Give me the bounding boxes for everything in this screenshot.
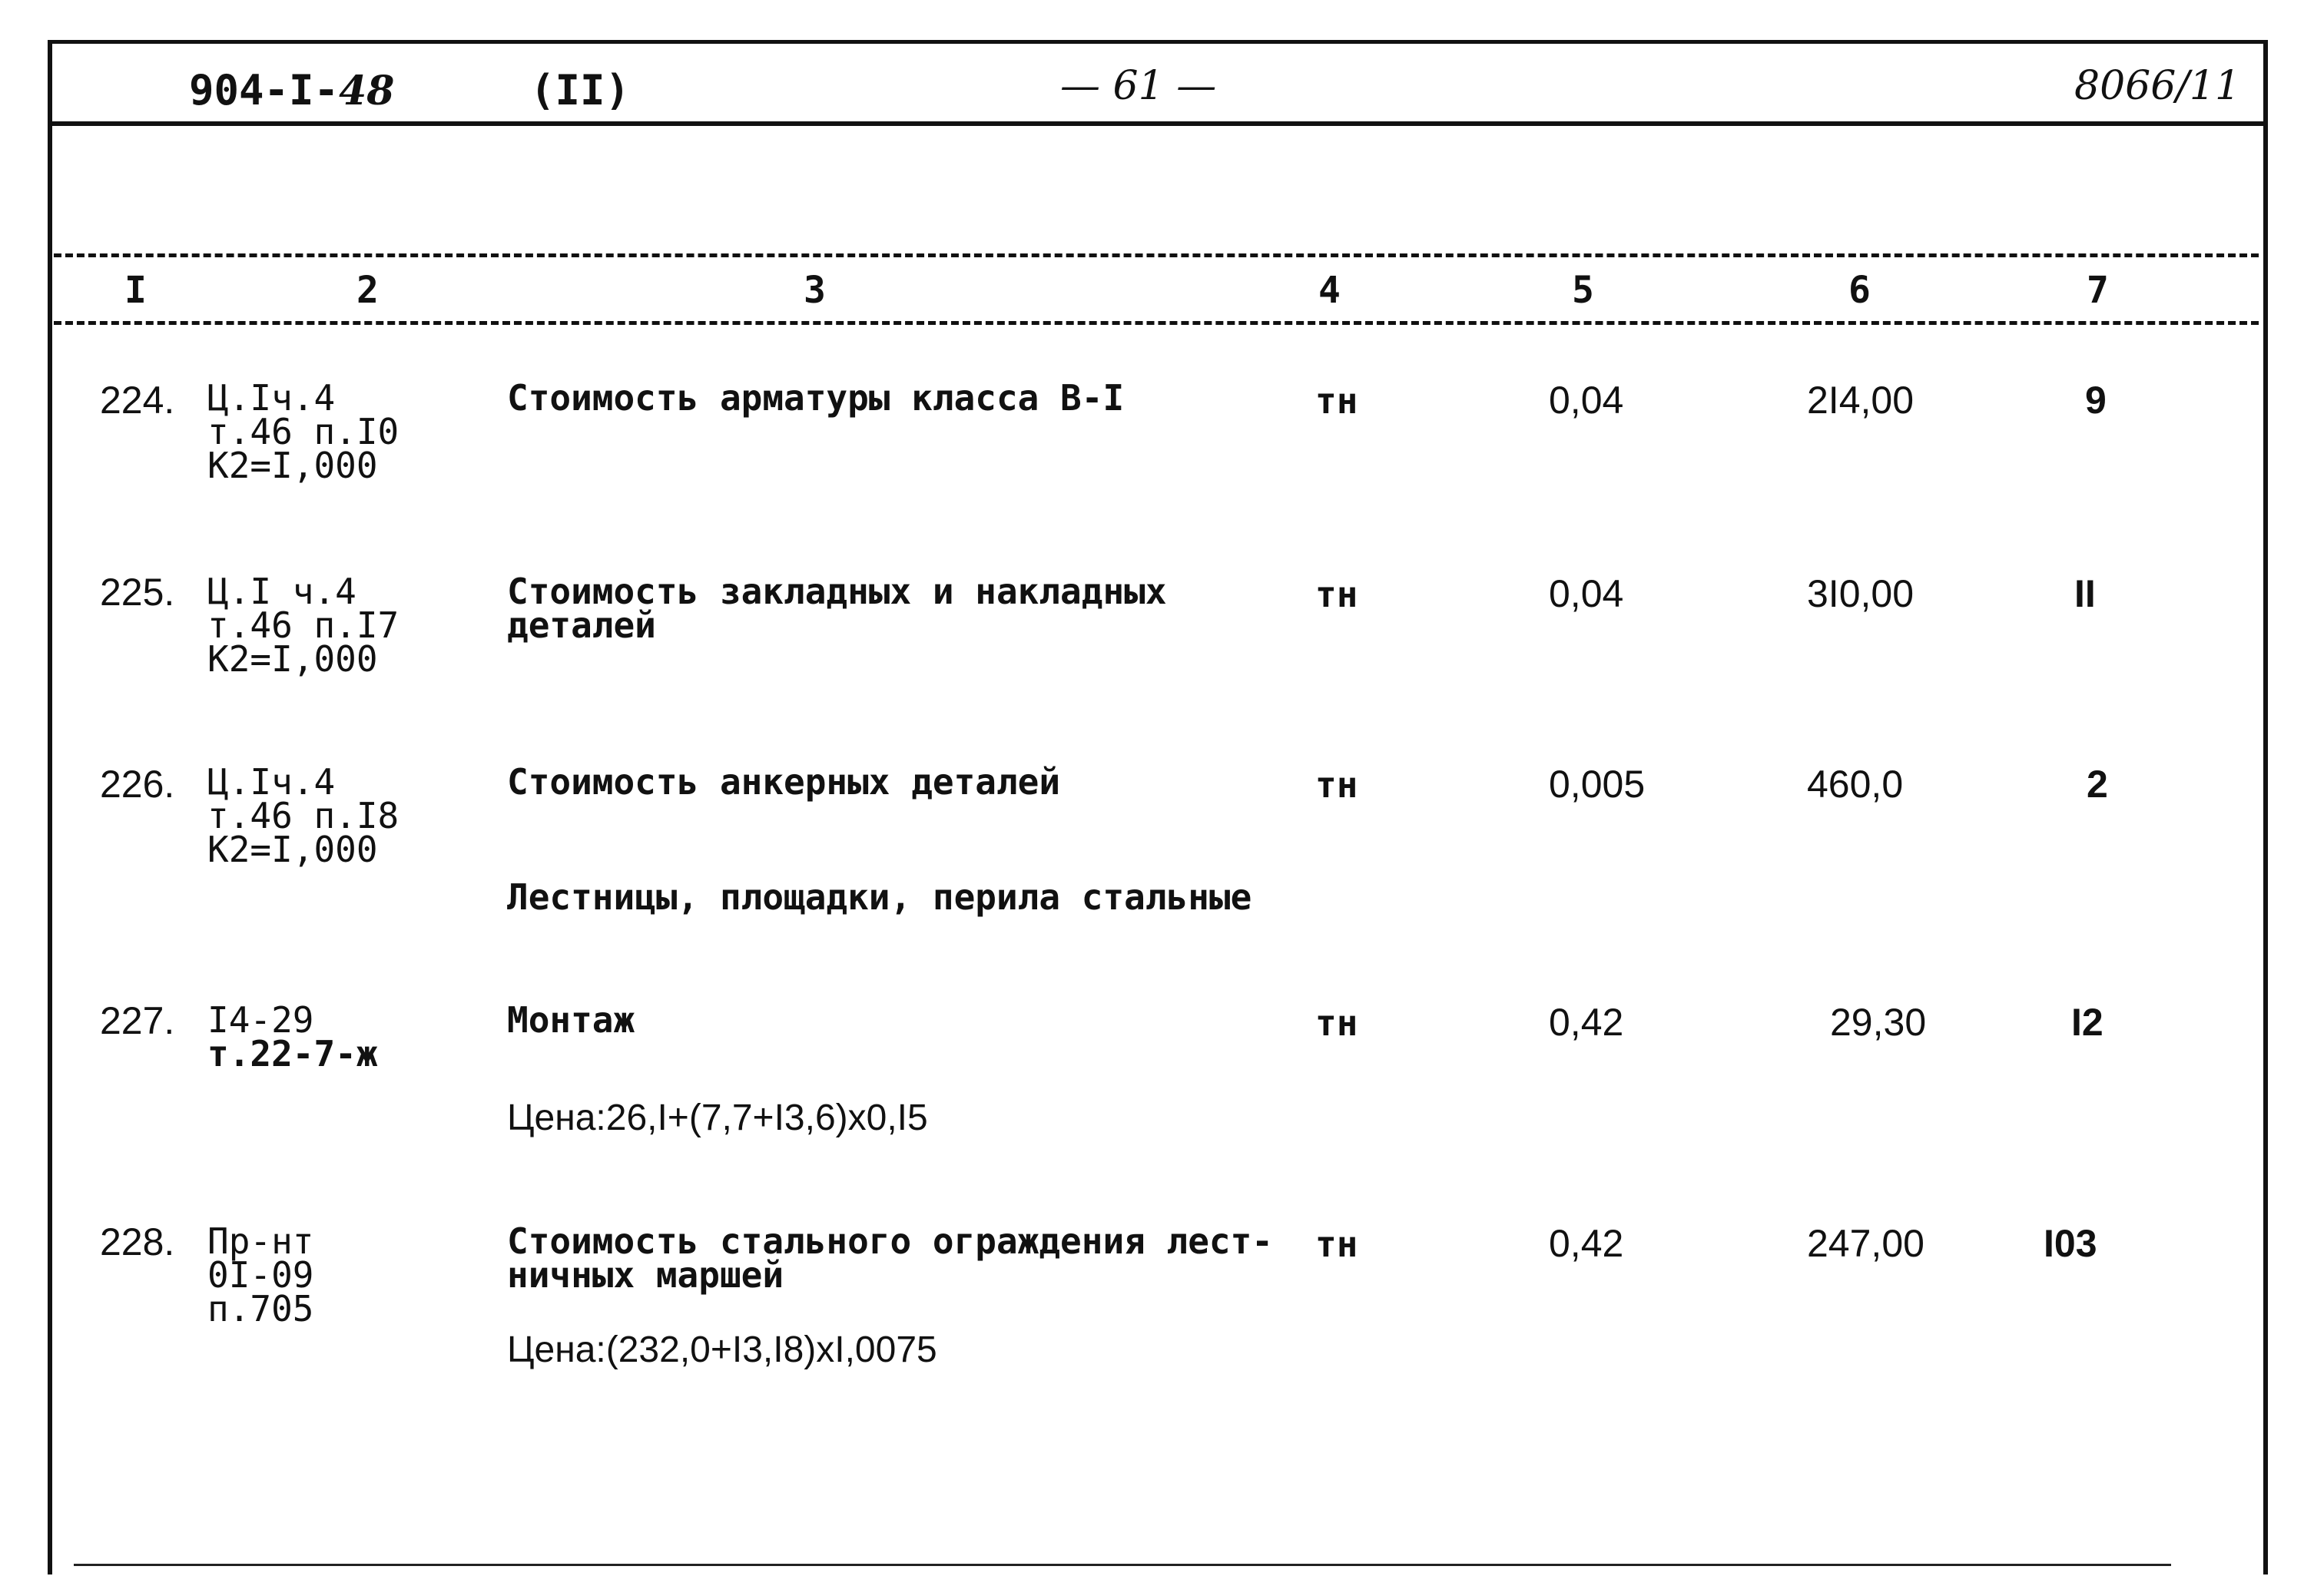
code-line: т.46 п.I7 bbox=[207, 604, 399, 646]
row-total: I03 bbox=[2044, 1222, 2097, 1265]
column-number-1: I bbox=[124, 269, 147, 312]
column-number-5: 5 bbox=[1572, 269, 1594, 312]
code-line: п.705 bbox=[207, 1288, 314, 1329]
row-total: II bbox=[2074, 572, 2096, 615]
row-quantity: 0,005 bbox=[1549, 763, 1646, 806]
frame-right-border bbox=[2263, 40, 2268, 1574]
row-unit-price: 247,00 bbox=[1807, 1222, 1924, 1265]
row-total: 2 bbox=[2087, 763, 2108, 806]
page-number: — 61 — bbox=[1060, 63, 1217, 109]
row-unit: тн bbox=[1315, 1002, 1358, 1044]
column-number-3: 3 bbox=[804, 269, 826, 312]
doc-code-handwritten: 48 bbox=[339, 68, 395, 114]
code-line: I4-29 bbox=[207, 999, 314, 1041]
doc-code-printed: 904-I- bbox=[189, 66, 340, 114]
row-description: Стоимость анкерных деталей bbox=[507, 761, 1061, 803]
row-number: 225. bbox=[100, 571, 175, 614]
row-code bbox=[207, 999, 378, 1074]
section-number: (II) bbox=[530, 66, 631, 114]
desc-line: Стоимость закладных и накладных bbox=[507, 571, 1167, 612]
row-description: Монтаж bbox=[507, 999, 635, 1041]
code-line: т.22-7-ж bbox=[207, 1033, 378, 1074]
row-number: 226. bbox=[100, 763, 175, 806]
row-unit: тн bbox=[1315, 764, 1358, 806]
row-unit-price: 3I0,00 bbox=[1807, 572, 1915, 615]
column-number-6: 6 bbox=[1848, 269, 1871, 312]
code-line: К2=I,000 bbox=[207, 829, 378, 870]
row-unit: тн bbox=[1315, 1223, 1358, 1265]
dashed-rule-top bbox=[54, 253, 2259, 257]
price-note-228: Цена:(232,0+I3,I8)xI,0075 bbox=[507, 1329, 937, 1370]
row-description: Стоимость арматуры класса В-I bbox=[507, 377, 1125, 419]
row-description bbox=[507, 1220, 1273, 1296]
desc-line: Стоимость стального ограждения лест- bbox=[507, 1220, 1273, 1262]
row-quantity: 0,42 bbox=[1549, 1222, 1624, 1265]
row-unit-price: 2I4,00 bbox=[1807, 379, 1915, 422]
row-description bbox=[507, 571, 1167, 646]
row-unit-price: 460,0 bbox=[1807, 763, 1904, 806]
code-line: Ц.Iч.4 bbox=[207, 377, 336, 419]
code-line: т.46 п.I0 bbox=[207, 411, 399, 452]
row-unit: тн bbox=[1315, 574, 1358, 615]
code-line: К2=I,000 bbox=[207, 445, 378, 486]
code-line: Ц.I ч.4 bbox=[207, 571, 356, 612]
code-line: К2=I,000 bbox=[207, 638, 378, 680]
row-number: 227. bbox=[100, 999, 175, 1042]
row-quantity: 0,04 bbox=[1549, 379, 1624, 422]
desc-line: деталей bbox=[507, 604, 656, 646]
row-quantity: 0,42 bbox=[1549, 1001, 1624, 1044]
column-number-7: 7 bbox=[2087, 269, 2109, 312]
dashed-rule-bottom bbox=[54, 321, 2259, 325]
row-code bbox=[207, 377, 399, 486]
sheet-id: 8066/11 bbox=[2074, 63, 2241, 109]
row-total: 9 bbox=[2085, 379, 2107, 422]
row-quantity: 0,04 bbox=[1549, 572, 1624, 615]
row-unit: тн bbox=[1315, 380, 1358, 422]
row-number: 224. bbox=[100, 379, 175, 422]
row-code bbox=[207, 761, 399, 870]
header-rule bbox=[48, 121, 2268, 126]
frame-top-border bbox=[48, 40, 2268, 44]
code-line: 0I-09 bbox=[207, 1254, 314, 1296]
row-unit-price: 29,30 bbox=[1830, 1001, 1927, 1044]
doc-code bbox=[189, 66, 394, 114]
row-total: I2 bbox=[2071, 1001, 2103, 1044]
desc-line: ничных маршей bbox=[507, 1254, 784, 1296]
section-heading: Лестницы, площадки, перила стальные bbox=[507, 876, 1252, 918]
row-code bbox=[207, 571, 399, 680]
code-line: т.46 п.I8 bbox=[207, 795, 399, 836]
row-code bbox=[207, 1220, 314, 1329]
code-line: Пр-нт bbox=[207, 1220, 314, 1262]
column-number-4: 4 bbox=[1318, 269, 1341, 312]
code-line: Ц.Iч.4 bbox=[207, 761, 336, 803]
bottom-rule bbox=[74, 1564, 2171, 1566]
column-number-2: 2 bbox=[356, 269, 379, 312]
frame-left-border bbox=[48, 40, 52, 1574]
price-note-227: Цена:26,I+(7,7+I3,6)x0,I5 bbox=[507, 1098, 928, 1138]
row-number: 228. bbox=[100, 1220, 175, 1263]
